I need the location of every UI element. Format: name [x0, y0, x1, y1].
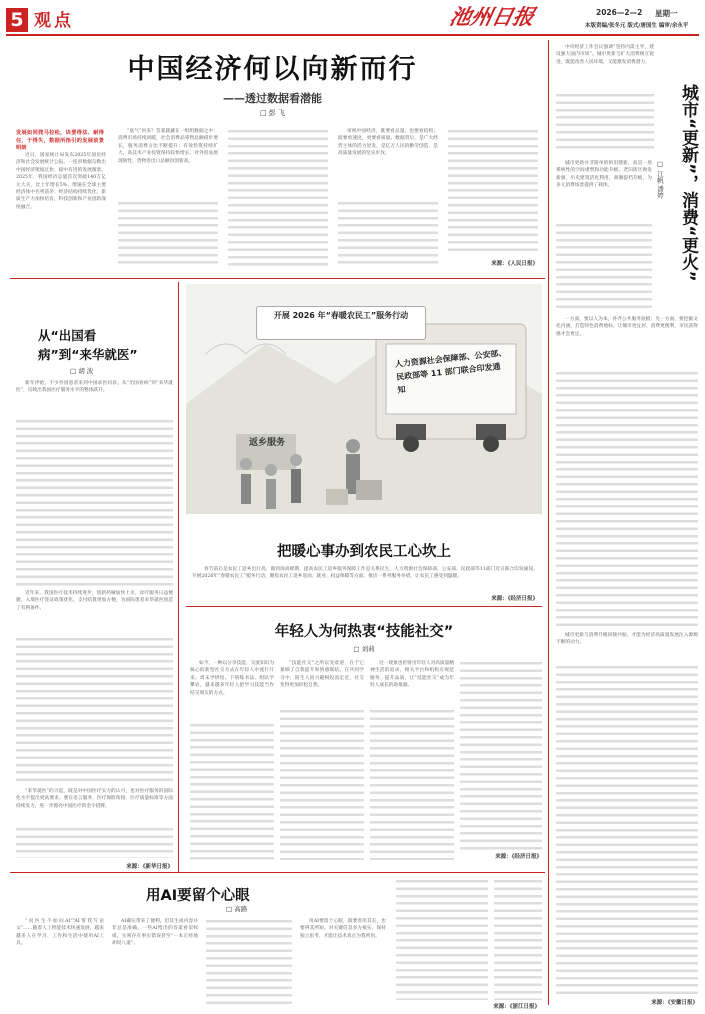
- ai-headline: 用AI要留个心眼: [146, 888, 250, 904]
- left-source: 来源：《新华日报》: [126, 864, 173, 870]
- newspaper-logo: 池州日报: [447, 4, 537, 29]
- left-body-1: 新年伊始，不少外国患者来到中国求医问诊。从“出国看病”到“来华就医”，反映出我国医疗服务水平的整体跃升。: [16, 381, 173, 394]
- side-body-2-more: [556, 222, 652, 310]
- ai-body-col3: [206, 918, 292, 1008]
- feature-banner: 开展 2026 年“春暖农民工”服务行动: [273, 311, 409, 320]
- youth-body-1-more: [190, 722, 274, 860]
- left-headline: 从“出国看病”到“来华就医”: [38, 328, 138, 362]
- lead-bottom-rule: [10, 278, 545, 279]
- lead-body-col2: “底气”何来？答案就藏在一组组数据之中：消费市场持续回暖，社会消费品零售总额稳步增长，服务消费占比不断提升；有效投资持续扩大，高技术产业投资保持较快增长；对外贸易展现韧性，货物进出口总额再创新高。: [118, 129, 218, 164]
- ai-body-col6: [494, 878, 542, 1000]
- side-body-top-more: [556, 92, 654, 152]
- ai-body-1: “问医生不如问AI”“AI帮我写论文”……随着人工智能技术快速发展，越来越多人在学习、工作和生活中使用AI工具。: [16, 919, 104, 947]
- youth-body-3: 这一现象也折射出年轻人对高质量精神生活的追求。相关平台和机构应规范服务、提升品质，让“技能社交”成为年轻人成长的助推器。: [370, 661, 454, 689]
- lead-headline: 中国经济何以向新而行: [127, 54, 418, 85]
- youth-source: 来源：《经济日报》: [495, 854, 542, 860]
- issue-weekday: 星期一: [655, 9, 678, 18]
- left-body-3-more: [16, 826, 173, 858]
- side-body-3: 一方面，要以人为本，补齐公共服务短板；另一方面，要挖掘文化内涵，打造特色消费地标。让城市更宜居、消费更便利，市民获得感才会更足。: [556, 317, 698, 337]
- youth-body-2-more: [280, 708, 364, 860]
- left-body-2-more: [16, 636, 173, 786]
- feature-illustration: [186, 284, 542, 514]
- youth-body-2: “技能社交”之所以受欢迎，在于它兼顾了自我提升和情感联结。在共同学习中，陌生人因兴趣相投而走近，社交变得更加轻松自然。: [280, 661, 364, 689]
- feature-box-label: 返乡服务: [248, 438, 285, 448]
- youth-body-1: 如今，一种以分享技能、交流知识为核心的新型社交方式在年轻人中流行开来。周末学烘焙、下班练书法、组队学攀岩，越来越多年轻人把学习技能当作结交朋友的方式。: [190, 661, 274, 696]
- lead-body-col5: [448, 128, 538, 256]
- feature-bottom-rule: [186, 606, 542, 607]
- feature-headline: 把暖心事办到农民工心坎上: [277, 544, 451, 560]
- page-number: 5: [10, 9, 24, 31]
- lead-body-col2-more: [118, 200, 218, 266]
- lead-intro: 发展如同爬马拉松，诀要得法、耐得住，于得失，数据所指引的发展前景明朗: [16, 130, 104, 152]
- right-column-rule: [548, 40, 549, 1005]
- lead-body-col1: 近日，国家统计局发布2025年国民经济和社会发展统计公报。一连串数据勾勒出中国经济爬坡过坎、稳中有进的发展图景。2025年，我国经济总量首次突破140万亿元大关，比上年增长5%，增速在全球主要经济体中名列前茅；经济结构持续优化，新质生产力加快培育，科技创新和产业创新深度融合。: [16, 153, 106, 210]
- feature-caption: 春节前后是农民工返乡出行高、做到岗高峰期。提高农民工返乡服务保障工作是关系民生，人力资源社会保障部、公安部、民政部等11部门近日联合印发通知，开展2026年“春暖农民工”服务行动，聚焦农民工返乡返岗、就业、权益保障等方面，推出一系列服务举措，让农民工感受到温暖。: [192, 567, 538, 580]
- side-headline: 城市“更新”，消费“更火”: [678, 84, 698, 282]
- side-source: 来源：《安徽日报》: [651, 1000, 698, 1006]
- header-rule: [6, 34, 699, 36]
- lead-byline: □ 彭 飞: [259, 109, 286, 117]
- youth-body-4: [460, 660, 542, 850]
- left-byline: □ 胡 波: [70, 367, 94, 375]
- youth-headline: 年轻人为何热衷“技能社交”: [274, 624, 454, 640]
- side-body-top: 中央经济工作会议强调“坚持内需主导，建设强大国内市场”。城市更新与扩大消费相互促进，既能改善人居环境，又能激发消费潜力。: [556, 45, 654, 65]
- feature-source: 来源：《经济日报》: [491, 596, 538, 602]
- side-body-4-more: [556, 664, 698, 998]
- left-divider: [178, 282, 179, 872]
- ai-body-2: AI确实带来了便利，但其生成内容并非总是准确。一些AI给出的答案看似权威，实则存在事实错误甚至“一本正经地胡说八道”。: [112, 919, 198, 947]
- lead-body-col4: 审视中国经济，既要看总量，也要看结构；既要看速度，更要看质量。数据背后，是广大经营主体的活力迸发，是亿万人民的勤劳创造，是高质量发展的坚实步伐。: [338, 129, 438, 157]
- left-body-3: “来华就医”的兴起，既是对中国医疗实力的认可，也对医疗服务的国际化水平提出更高要求。要在语言服务、医疗保险衔接、医疗质量标准等方面持续发力，进一步擦亮中国医疗的金字招牌。: [16, 789, 173, 809]
- lead-source: 来源：《人民日报》: [491, 261, 538, 267]
- lead-body-col4-more: [338, 200, 438, 266]
- youth-byline: □ 刘莉: [353, 645, 375, 653]
- ai-body-3: 用AI要留个心眼，既要善用其长，也要辨其所短。对关键信息多方核实，保持独立思考，才能让技术真正为我所用。: [300, 919, 386, 939]
- youth-body-3-more: [370, 708, 454, 860]
- issue-date: 2026—2—2: [596, 8, 643, 17]
- ai-byline: □ 高路: [226, 905, 248, 913]
- ai-source: 来源：《浙江日报》: [493, 1004, 540, 1010]
- side-body-3-more: [556, 370, 698, 630]
- left-body-1-more: [16, 418, 173, 588]
- left-body-2: 近年来，我国医疗技术持续进步，创新药械加快上市，诊疗服务日益便捷。入境医疗签证政策优化、支付结算更加方便，为国际患者来华就医创造了有利条件。: [16, 591, 173, 611]
- lead-subheadline: ——透过数据看潜能: [223, 92, 322, 105]
- ai-body-col5: [396, 878, 488, 1000]
- youth-bottom-rule: [10, 872, 545, 873]
- side-byline: □ 江帆 潘婷: [656, 160, 664, 199]
- lead-body-col3: [228, 128, 328, 266]
- feature-sign: 人力资源社会保障部、公安部、民政部等 11 部门联合印发通知: [394, 348, 507, 395]
- side-body-2: 城市更新并非简单的拆旧建新，而是一场系统性的空间重塑和功能升级。老旧街区焕发新颜，历史建筑活化利用，商圈提档升级，为多元消费场景提供了载体。: [556, 161, 652, 189]
- side-body-4: 城市更新与消费升级同频共振，才能为经济高质量发展注入源源不断的动力。: [556, 633, 698, 646]
- editor-credits: 本版责编/张冬元 版式/唐国生 编审/余永平: [585, 23, 689, 29]
- section-name: 观点: [34, 11, 74, 31]
